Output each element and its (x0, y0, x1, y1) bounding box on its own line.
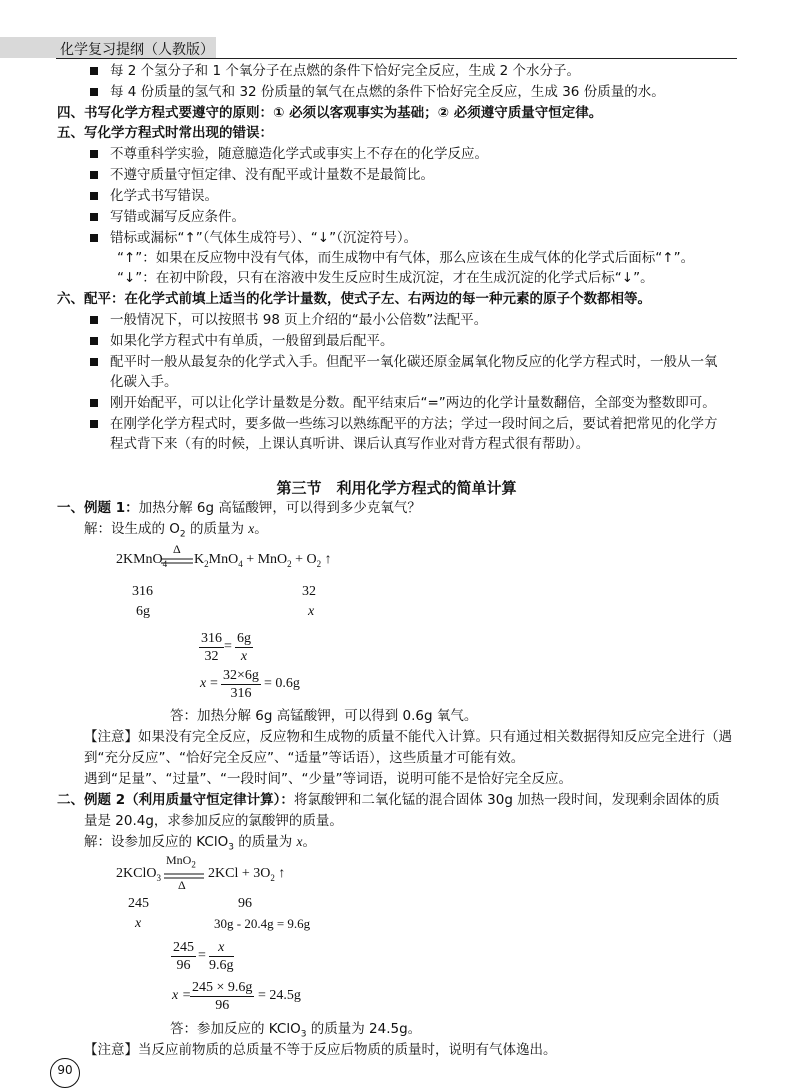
bullet-icon (90, 420, 98, 428)
page-number: 90 (50, 1058, 80, 1088)
s5-item-1: 不尊重科学实验，随意臆造化学式或事实上不存在的化学反应。 (110, 146, 488, 162)
ex2-equals: = (198, 948, 206, 963)
header-title: 化学复习提纲（人教版） (60, 42, 214, 58)
ex2-catalyst (166, 853, 196, 869)
top-item-1: 每 2 个氢分子和 1 个氧分子在点燃的条件下恰好完全反应，生成 2 个水分子。 (110, 63, 581, 79)
ex2-solve-line (84, 832, 316, 858)
ex1-frac2-num: 6g (237, 631, 251, 646)
ex1-condition-bar (160, 557, 194, 565)
ex1-calc-fraction (221, 667, 261, 702)
ex1-solve-sub: 2 (179, 529, 186, 540)
s6-item-1: 一般情况下，可以按照书 98 页上介绍的“最小公倍数”法配平。 (110, 312, 488, 328)
note-a-line-1: 【注意】如果没有完全反应，反应物和生成物的质量不能代入计算。只有通过相关数据得知反应完全进行（遇 (84, 729, 732, 745)
s6-item-5: 在刚学化学方程式时，要多做一些练习以熟练配平的方法；学过一段时间之后，要试着把常见的化学方 (110, 416, 718, 432)
ex2-calc-num: 245 × 9.6g (192, 980, 253, 995)
ex2-mass-right: 96 (238, 896, 252, 911)
ex1-mass-left: 316 (132, 584, 153, 599)
ex2-fraction-1 (171, 939, 196, 974)
ex1-mass-right: 32 (302, 584, 316, 599)
ex2-o2-mass: 30g - 20.4g = 9.6g (214, 916, 311, 931)
ex2-label: 二、例题 2（利用质量守恒定律计算）： (57, 792, 294, 808)
ex1-frac2-den: x (240, 649, 248, 664)
ex1-calc-num: 32×6g (223, 668, 259, 683)
ex1-label: 一、例题 1： (57, 500, 139, 516)
ex1-fraction-2 (235, 630, 253, 665)
ex1-solve-prefix: 解：设生成的 O (84, 521, 180, 537)
ex1-condition: Δ (173, 542, 181, 556)
s6-item-5-cont: 程式背下来（有的时候，上课认真听讲、课后认真写作业对背方程式很有帮助）。 (110, 436, 590, 452)
ex1-equals: = (224, 639, 232, 654)
bullet-icon (90, 358, 98, 366)
top-item-2: 每 4 份质量的氢气和 32 份质量的氧气在点燃的条件下恰好完全反应，生成 36 份质量的水。 (110, 84, 665, 100)
s5-heading: 五、写化学方程式时常出现的错误： (57, 125, 273, 141)
ex1-unknown-right: x (308, 604, 315, 619)
ex1-solve-end: 。 (254, 521, 268, 537)
s4-heading: 四、书写化学方程式要遵守的原则：① 必须以客观事实为基础；② 必须遵守质量守恒定律。 (57, 105, 603, 121)
ex2-var: x (296, 834, 303, 849)
ex2-calc-result: = 24.5g (258, 988, 301, 1003)
ex2-catalyst-text: MnO (166, 853, 192, 867)
ex1-question-line (57, 498, 421, 518)
s6-item-3-cont: 化碳入手。 (110, 374, 178, 390)
ex2-calc-fraction (190, 979, 254, 1014)
ex2-frac2-num: x (209, 939, 234, 957)
s5-note-down: “↓”：在初中阶段，只有在溶液中发生反应时生成沉淀，才在生成沉淀的化学式后标“↓”。 (117, 270, 654, 286)
ex2-question-2: 量是 20.4g，求参加反应的氯酸钾的质量。 (84, 813, 343, 829)
ex2-equation-products: $2KCl + 3O_2$ ↑ (208, 866, 286, 883)
ex2-solve-prefix: 解：设参加反应的 KClO (84, 834, 229, 850)
ex2-solve-suffix: 的质量为 (233, 834, 297, 850)
ex1-frac1-den: 32 (204, 649, 219, 664)
ex2-calc-lhs: x = (172, 988, 192, 1003)
bullet-icon (90, 316, 98, 324)
note-a-line-3: 遇到“足量”、“过量”、“一段时间”、“少量”等词语，说明可能不是恰好完全反应。 (84, 771, 572, 787)
bullet-icon (90, 213, 98, 221)
ex2-question-line (57, 790, 720, 810)
note-a-line-2: 到“充分反应”、“恰好完全反应”、“适量”等话语），这些质量才可能有效。 (84, 750, 525, 766)
s5-item-5: 错标或漏标“↑”（气体生成符号）、“↓”（沉淀符号）。 (110, 230, 418, 246)
bullet-icon (90, 399, 98, 407)
ex1-equation-products: $K_2MnO_4 + MnO_2 + O_2$ ↑ (194, 552, 332, 569)
ex2-answer-prefix: 答：参加反应的 KClO (170, 1021, 301, 1037)
ex1-calc-result: = 0.6g (264, 676, 300, 691)
ex1-fraction-1 (199, 630, 224, 665)
bullet-icon (90, 150, 98, 158)
ex1-question: 加热分解 6g 高锰酸钾，可以得到多少克氧气？ (138, 500, 421, 516)
ex2-calc-den: 96 (215, 998, 230, 1013)
ex2-frac1-num: 245 (173, 940, 194, 955)
ex2-answer-suffix: 的质量为 24.5g。 (306, 1021, 422, 1037)
ex1-equation: 2KMnO$_4$ (116, 552, 168, 569)
ex2-equation: 2KClO$_3$ (116, 866, 161, 883)
ex2-unknown-left: x (135, 916, 142, 931)
header-rule (56, 58, 737, 59)
ex2-solve-end: 。 (302, 834, 317, 850)
ex1-calc-den: 316 (230, 686, 252, 701)
note-b: 【注意】当反应前物质的总质量不等于反应后物质的质量时，说明有气体逸出。 (84, 1042, 557, 1058)
ex2-solve-sub: 3 (228, 842, 234, 853)
s6-item-2: 如果化学方程式中有单质，一般留到最后配平。 (110, 333, 394, 349)
s5-item-3: 化学式书写错误。 (110, 188, 218, 204)
bullet-icon (90, 88, 98, 96)
ex1-calc-eq: = (210, 676, 218, 691)
ex1-answer: 答：加热分解 6g 高锰酸钾，可以得到 0.6g 氧气。 (170, 708, 478, 724)
ex2-catalyst-sub: 2 (191, 859, 196, 870)
bullet-icon (90, 234, 98, 242)
ex2-condition: Δ (178, 878, 186, 892)
bullet-icon (90, 337, 98, 345)
bullet-icon (90, 67, 98, 75)
s6-heading: 六、配平：在化学式前填上适当的化学计量数，使式子左、右两边的每一种元素的原子个数都相等。 (57, 291, 651, 307)
s5-item-2: 不遵守质量守恒定律、没有配平或计量数不是最简比。 (110, 167, 434, 183)
ex2-question-1: 将氯酸钾和二氧化锰的混合固体 30g 加热一段时间，发现剩余固体的质 (293, 792, 720, 808)
ex2-answer-sub: 3 (300, 1029, 307, 1040)
ex1-frac1-num: 316 (201, 631, 222, 646)
bullet-icon (90, 171, 98, 179)
s5-note-up: “↑”：如果在反应物中没有气体，而生成物中有气体，那么应该在生成气体的化学式后面标“↑”。 (117, 250, 695, 266)
s6-item-3: 配平时一般从最复杂的化学式入手。但配平一氧化碳还原金属氧化物反应的化学方程式时，一般从一氧 (110, 354, 718, 370)
ex2-frac2-den: 9.6g (209, 958, 234, 973)
ex2-frac1-den: 96 (176, 958, 191, 973)
ex1-var: x (248, 521, 255, 536)
ex2-mass-left: 245 (128, 896, 149, 911)
s6-item-4: 刚开始配平，可以让化学计量数是分数。配平结束后“=”两边的化学计量数翻倍，全部变为整数即可。 (110, 395, 716, 411)
ex1-solve-suffix: 的质量为 (185, 521, 249, 537)
bullet-icon (90, 192, 98, 200)
ex1-solve-line (84, 519, 268, 545)
ex1-given-left: 6g (136, 604, 150, 619)
ex1-calc-lhs: x (200, 676, 207, 691)
ex2-fraction-2 (209, 939, 234, 974)
s5-item-4: 写错或漏写反应条件。 (110, 209, 245, 225)
section-title: 第三节 利用化学方程式的简单计算 (276, 479, 517, 497)
